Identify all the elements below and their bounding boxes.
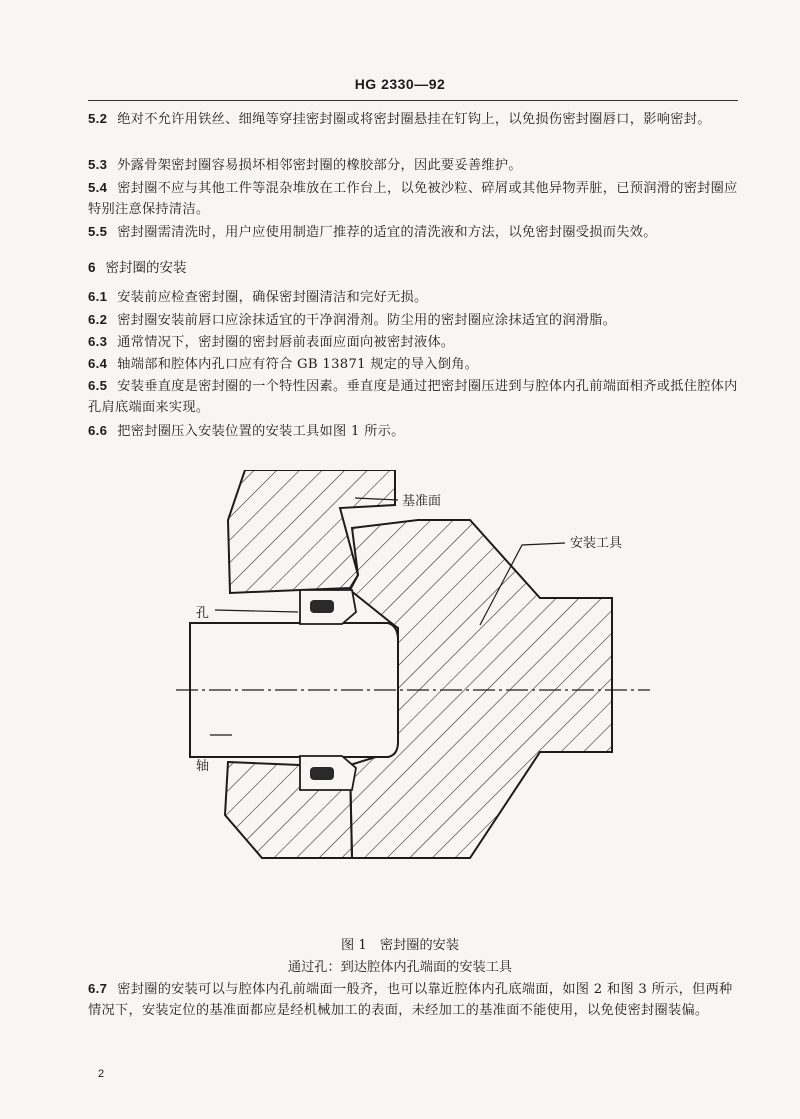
figure-caption: 图 1 密封圈的安装 <box>340 938 460 953</box>
clause-text: 安装垂直度是密封圈的一个特性因素。垂直度是通过把密封圈压进到与腔体内孔前端面相齐或抵住腔体内孔肩底端面来实现。 <box>88 379 738 415</box>
clause-6-7 <box>88 978 738 1021</box>
label-bore: 孔 <box>196 606 210 621</box>
clause-text: 通常情况下，密封圈的密封唇前表面应面向被密封液体。 <box>117 335 455 350</box>
clause-number: 6.4 <box>88 356 108 371</box>
label-shaft: 轴 <box>196 759 210 774</box>
figure-subcaption: 通过孔：到达腔体内孔端面的安装工具 <box>287 960 513 975</box>
label-tool: 安装工具 <box>570 536 623 551</box>
clause-text: 轴端部和腔体内孔口应有符合 GB 13871 规定的导入倒角。 <box>117 357 479 372</box>
clause-number: 5.5 <box>88 224 108 239</box>
section-number: 6 <box>88 260 96 275</box>
clause-text: 密封圈的安装可以与腔体内孔前端面一般齐，也可以靠近腔体内孔底端面，如图 2 和图 3 所示，但两种情况下，安装定位的基准面都应是经机械加工的表面，未经加工的基准面不能使用，以免使密封圈装偏。 <box>88 982 733 1018</box>
label-datum: 基准面 <box>402 494 442 509</box>
clause-6-1 <box>88 286 738 308</box>
clause-text: 外露骨架密封圈容易损坏相邻密封圈的橡胶部分，因此要妥善维护。 <box>117 158 522 173</box>
clause-text: 绝对不允许用铁丝、细绳等穿挂密封圈或将密封圈悬挂在钉钩上，以免损伤密封圈唇口，影响密封。 <box>117 112 711 127</box>
clause-6-5 <box>88 375 738 418</box>
clause-number: 6.2 <box>88 312 108 327</box>
clause-text: 密封圈安装前唇口应涂抹适宜的干净润滑剂。防尘用的密封圈应涂抹适宜的润滑脂。 <box>117 313 617 328</box>
section-title: 密封圈的安装 <box>105 260 187 276</box>
clause-number: 6.3 <box>88 334 108 349</box>
clause-number: 5.3 <box>88 157 108 172</box>
clause-5-2 <box>88 108 738 130</box>
clause-text: 密封圈不应与其他工件等混杂堆放在工作台上，以免被沙粒、碎屑或其他异物弄脏，已预润滑的密封圈应特别注意保持清洁。 <box>88 181 738 217</box>
clause-number: 6.1 <box>88 289 108 304</box>
header-rule <box>88 100 738 101</box>
section-heading <box>88 256 187 276</box>
clause-6-4 <box>88 353 738 375</box>
clause-text: 密封圈需清洗时，用户应使用制造厂推荐的适宜的清洗液和方法，以免密封圈受损而失效。 <box>117 225 657 240</box>
clause-text: 把密封圈压入安装位置的安装工具如图 1 所示。 <box>117 424 405 439</box>
clause-number: 6.7 <box>88 981 108 996</box>
figure-1-drawing <box>0 470 800 920</box>
page-number: 2 <box>98 1068 105 1080</box>
clause-5-4 <box>88 177 738 220</box>
clause-6-6 <box>88 420 738 442</box>
clause-number: 6.5 <box>88 378 108 393</box>
clause-5-5 <box>88 221 738 243</box>
document-header: HG 2330—92 <box>354 76 446 92</box>
clause-number: 6.6 <box>88 423 108 438</box>
clause-5-3 <box>88 154 738 176</box>
clause-6-2 <box>88 309 738 331</box>
leader-bore <box>215 610 298 612</box>
clause-6-3 <box>88 331 738 353</box>
clause-text: 安装前应检查密封圈，确保密封圈清洁和完好无损。 <box>117 290 428 305</box>
clause-number: 5.2 <box>88 111 108 126</box>
clause-number: 5.4 <box>88 180 108 195</box>
